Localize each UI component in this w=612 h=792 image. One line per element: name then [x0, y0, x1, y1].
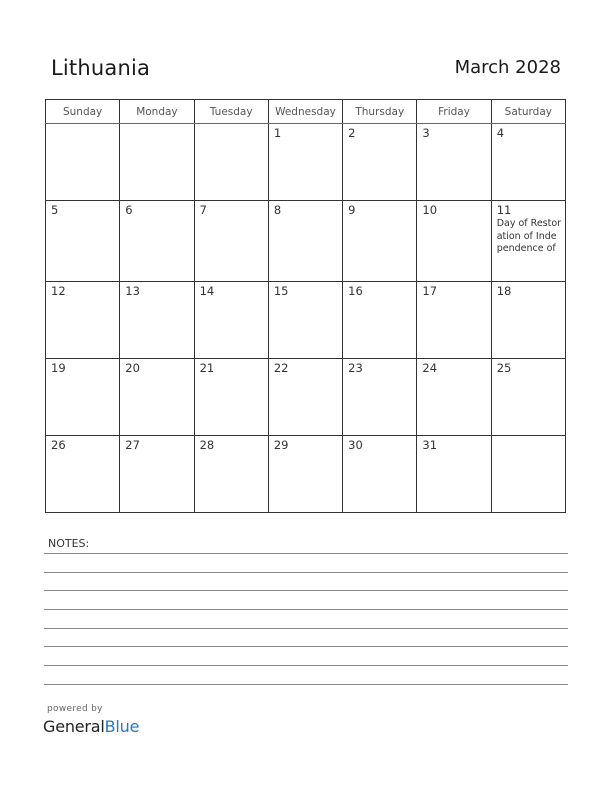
day-cell	[343, 282, 417, 359]
day-number: 23	[348, 361, 363, 375]
day-number: 25	[496, 361, 512, 375]
day-cell	[46, 359, 120, 436]
day-number: 20	[125, 361, 140, 375]
month-title: March 2028	[454, 57, 561, 78]
day-cell	[268, 282, 342, 359]
day-cell	[491, 282, 565, 359]
day-number: 24	[422, 361, 438, 375]
day-cell	[268, 359, 342, 436]
day-number: 17	[422, 284, 438, 298]
day-number	[46, 124, 119, 127]
note-line	[44, 553, 568, 554]
day-number	[492, 436, 565, 439]
day-cell	[194, 282, 268, 359]
day-cell	[268, 436, 342, 513]
day-number: 27	[125, 438, 140, 452]
note-line	[44, 590, 568, 591]
day-number: 9	[348, 203, 356, 217]
brand-general-text: General	[43, 717, 105, 736]
day-number: 1	[273, 126, 282, 140]
day-number: 18	[496, 284, 512, 298]
day-number	[120, 124, 193, 127]
calendar-grid	[45, 99, 566, 513]
weekday-thursday: Thursday	[343, 100, 417, 124]
weekday-wednesday: Wednesday	[268, 100, 342, 124]
note-line	[44, 609, 568, 610]
day-number: 26	[51, 438, 66, 452]
notes-label: NOTES:	[48, 537, 90, 550]
day-cell	[194, 201, 268, 282]
day-cell	[268, 201, 342, 282]
day-number: 29	[273, 438, 289, 452]
weekday-friday: Friday	[417, 100, 491, 124]
brand-blue-text: Blue	[104, 717, 140, 736]
day-cell	[417, 359, 491, 436]
day-number: 31	[422, 438, 438, 452]
note-line	[44, 628, 568, 629]
day-number: 21	[199, 361, 215, 375]
day-number: 8	[273, 203, 282, 217]
weekday-saturday: Saturday	[491, 100, 565, 124]
day-cell	[194, 436, 268, 513]
day-number: 2	[348, 126, 356, 140]
day-cell	[491, 436, 565, 513]
day-number: 7	[199, 203, 207, 217]
day-number: 3	[422, 126, 430, 140]
generalblue-logo	[43, 717, 139, 736]
day-number: 15	[273, 284, 289, 298]
day-cell	[343, 436, 417, 513]
day-number: 16	[348, 284, 363, 298]
powered-by-text: powered by	[47, 704, 103, 714]
day-cell	[46, 124, 120, 201]
day-cell	[417, 201, 491, 282]
note-line	[44, 572, 568, 573]
day-cell	[417, 436, 491, 513]
day-number: 19	[51, 361, 66, 375]
day-number: 22	[273, 361, 289, 375]
holiday-label: Day of Restoration of Independence of	[496, 218, 562, 254]
note-line	[44, 665, 568, 666]
day-cell	[343, 201, 417, 282]
day-cell	[491, 124, 565, 201]
day-number: 10	[422, 203, 438, 217]
week-row	[46, 201, 566, 282]
week-row	[46, 282, 566, 359]
day-number: 12	[51, 284, 66, 298]
day-cell	[194, 359, 268, 436]
week-row	[46, 124, 566, 201]
day-cell	[120, 201, 194, 282]
day-cell	[343, 359, 417, 436]
day-number: 6	[125, 203, 133, 217]
weekday-monday: Monday	[120, 100, 194, 124]
day-cell	[46, 201, 120, 282]
day-cell	[417, 282, 491, 359]
day-cell	[491, 201, 565, 282]
day-cell	[46, 436, 120, 513]
weekday-header-row	[46, 100, 566, 124]
week-row	[46, 436, 566, 513]
weekday-tuesday: Tuesday	[194, 100, 268, 124]
day-cell	[268, 124, 342, 201]
day-number: 30	[348, 438, 363, 452]
day-number: 11	[496, 203, 512, 217]
week-row	[46, 359, 566, 436]
day-cell	[343, 124, 417, 201]
day-cell	[120, 282, 194, 359]
day-cell	[120, 124, 194, 201]
weekday-sunday: Sunday	[46, 100, 120, 124]
day-number	[195, 124, 268, 127]
day-cell	[417, 124, 491, 201]
day-cell	[491, 359, 565, 436]
day-number: 28	[199, 438, 215, 452]
day-number: 4	[496, 126, 505, 140]
note-line	[44, 684, 568, 685]
note-line	[44, 646, 568, 647]
day-cell	[120, 436, 194, 513]
day-number: 14	[199, 284, 215, 298]
day-number: 5	[51, 203, 59, 217]
country-title: Lithuania	[51, 56, 151, 80]
day-cell	[120, 359, 194, 436]
day-cell	[46, 282, 120, 359]
day-number: 13	[125, 284, 140, 298]
day-cell	[194, 124, 268, 201]
